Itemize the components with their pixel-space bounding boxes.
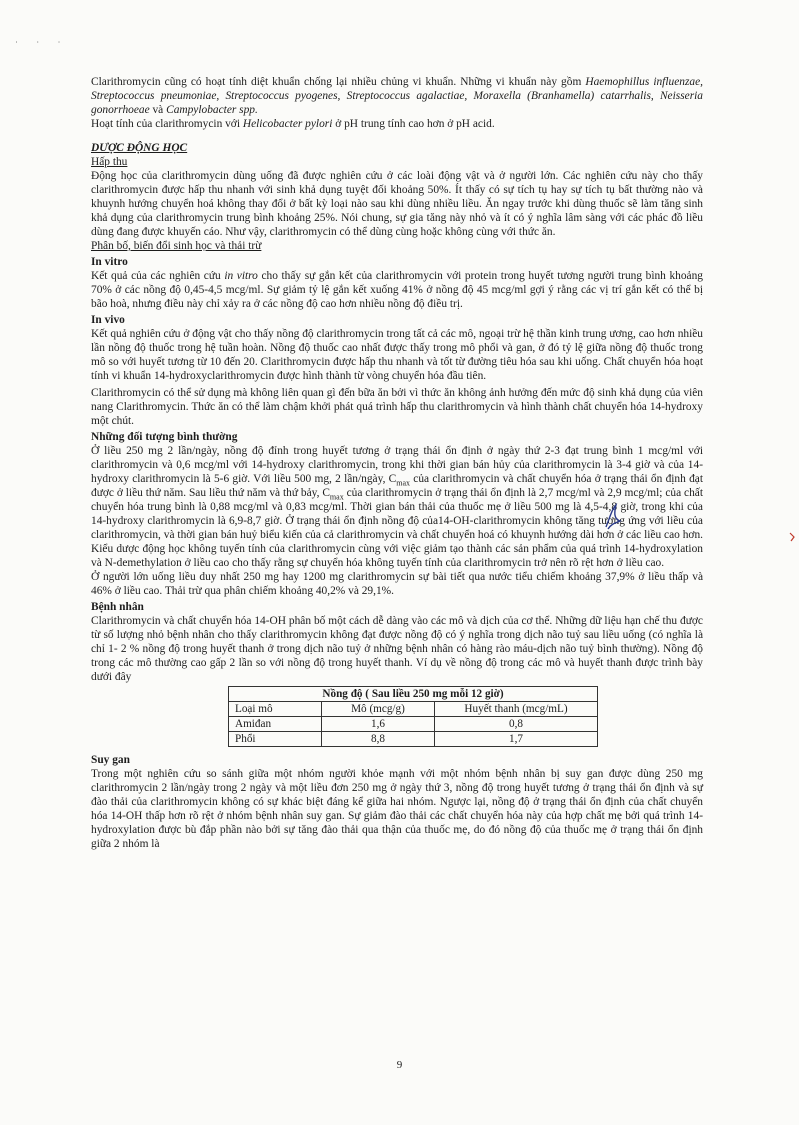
corner-scan-marks: ˙ ˙ ˙	[15, 40, 69, 50]
table-cell: Amiđan	[229, 717, 322, 732]
species-list: Haemophillus influenzae, Streptococcus pneumoniae, Streptococcus pyogenes, Streptococcus agalactiae, Moraxella (Branhamella) catarrhalis, Neisseria gonorrhoeae	[91, 76, 703, 116]
tissue-concentration-table	[228, 686, 598, 747]
paragraph-food-effect: Clarithromycin có thể sử dụng mà không liên quan gì đến bữa ăn bởi vì thức ăn không ảnh hưởng đến mức độ sinh khả dụng của viên nang Clarithromycin. Thức ăn có thể làm chậm khởi phát quá trình hấp thu clarithromycin và hình thành chất chuyển hóa 14-hydroxy một chút.	[91, 387, 703, 427]
column-header: Loại mô	[229, 702, 322, 717]
table-cell: 1,6	[322, 717, 435, 732]
table-row	[229, 732, 598, 747]
table-caption-row	[229, 687, 598, 702]
table-header-row	[229, 702, 598, 717]
margin-mark-icon	[789, 532, 795, 542]
subheading-hepatic-impairment: Suy gan	[91, 754, 130, 766]
page-number: 9	[396, 1059, 403, 1071]
table-cell: 8,8	[322, 732, 435, 747]
table-cell: 0,8	[435, 717, 598, 732]
paragraph-absorption: Động học của clarithromycin dùng uống đã được nghiên cứu ở các loài động vật và ở người lớn. Các nghiên cứu này cho thấy clarithromycin được hấp thu nhanh với sinh khả dụng tuyệt đối khoảng 50%. Ít thấy có sự tích tụ hay sự tích tụ bất thường nào và khuynh hướng chuyển hoá không thay đổi ở bất kỳ loại nào sau khi dùng nhiều liều. Ăn ngay trước khi dùng thuốc sẽ làm tăng sinh khả dụng của clarithromycin trung bình khoảng 25%. Nói chung, sự gia tăng này nhỏ và ít có ý nghĩa lâm sàng với các phác đồ liều dùng đang được khuyến cáo. Như vậy, clarithromycin có thể dùng cùng hoặc không cùng với thức ăn.	[91, 170, 703, 238]
paragraph-in-vivo: Kết quả nghiên cứu ở động vật cho thấy nồng độ clarithromycin trong tất cả các mô, ngoại trừ hệ thần kinh trung ương, cao hơn nhiều lần nồng độ thuốc trong hệ tuần hoàn. Nồng độ thuốc cao nhất được thấy trong mô phổi và gan, ở đó tỷ lệ giữa nồng độ thuốc trong mô so với huyết tương từ 10 đến 20. Clarithromycin được hấp thu nhanh và tốt từ đường tiêu hóa sau khi uống. Chất chuyển hóa hoạt tính vi khuẩn 14-hydroxyclarithromycin được hình thành từ vòng chuyển hóa đầu tiên.	[91, 328, 703, 382]
document-page	[91, 75, 703, 851]
signature-mark-icon	[602, 503, 626, 531]
table-cell: Phổi	[229, 732, 322, 747]
section-heading-pharmacokinetics: DƯỢC ĐỘNG HỌC	[91, 142, 188, 154]
table-caption: Nồng độ ( Sau liều 250 mg mỗi 12 giờ)	[229, 687, 598, 702]
subheading-distribution: Phân bố, biến đổi sinh học và thải trừ	[91, 240, 262, 252]
subheading-normal-subjects: Những đối tượng bình thường	[91, 431, 238, 443]
subheading-absorption: Hấp thu	[91, 156, 128, 168]
subheading-patients: Bệnh nhân	[91, 601, 144, 613]
table-cell: 1,7	[435, 732, 598, 747]
column-header: Huyết thanh (mcg/mL)	[435, 702, 598, 717]
column-header: Mô (mcg/g)	[322, 702, 435, 717]
paragraph-hepatic-impairment: Trong một nghiên cứu so sánh giữa một nhóm người khỏe mạnh với một nhóm bệnh nhân bị suy gan được dùng 250 mg clarithromycin 2 lần/ngày trong 2 ngày và một liều đơn 250 mg ở ngày thứ 3, nồng độ trong huyết tương ở trạng thái ổn định và sự đào thải của clarithromycin không có sự khác biệt đáng kể giữa hai nhóm. Ngược lại, nồng độ ở trạng thái ổn định của chất chuyển hóa 14-OH thấp hơn rõ rệt ở nhóm bệnh nhân suy gan. Sự giảm đào thải các chất chuyển hóa này của hợp chất mẹ bởi quá trình 14-hydroxylation được bù đắp phần nào bởi sự tăng đào thải qua thận của thuốc mẹ, do đó nồng độ của thuốc mẹ ở trạng thái ổn định giữa 2 nhóm là	[91, 768, 703, 850]
paragraph-patients: Clarithromycin và chất chuyển hóa 14-OH phân bố một cách dễ dàng vào các mô và dịch của cơ thể. Những dữ liệu hạn chế thu được từ số lượng nhỏ bệnh nhân cho thấy clarithromycin không đạt được nồng độ có ý nghĩa trong dịch não tuỷ sau liều uống (có nghĩa là chỉ 1- 2 % nồng độ trong huyết thanh ở trong dịch não tuỷ ở những bệnh nhân có hàng rào máu-dịch não tuỷ bình thường). Nồng độ trong các mô thường cao gấp 2 lần so với nồng độ trong huyết thanh. Ví dụ về nồng độ trong các mô và huyết thanh được trình bày dưới đây	[91, 615, 703, 683]
paragraph-h-pylori: Hoạt tính của clarithromycin với Helicobacter pylori ở pH trung tính cao hơn ở pH acid.	[91, 118, 495, 130]
paragraph-normal-subjects: Ở liều 250 mg 2 lần/ngày, nồng độ đỉnh trong huyết tương ở trạng thái ổn định ở ngày thứ 2-3 đạt trung bình 1 mcg/ml với clarithromycin và 0,6 mcg/ml với 14-hydroxy clarithromycin, trong khi thời gian bán hủy của clarithromycin là 3-4 giờ và của 14-hydroxy clarithromycin là 5-6 giờ. Với liều 500 mg, 2 lần/ngày, $C_{max}$ của clarithromycin và chất chuyển hóa ở trạng thái ổn định đạt được ở liều thứ năm. Sau liều thứ năm và thứ bảy, $C_{max}$ của clarithromycin ở trạng thái ổn định là 2,7 mcg/ml và 2,9 mcg/ml; của chất chuyển hóa trung bình là 0,88 mcg/ml và 0,83 mcg/ml. Thời gian bán thải của thuốc mẹ ở liều 500 mg là 4,5-4,8 giờ, trong khi của 14-hydroxy clarithromycin là 6,9-8,7 giờ. Ở trạng thái ổn định nồng độ của14-OH-clarithromycin không tăng tương ứng với liều của clarithromycin, và thời gian bán huỷ biểu kiến của cả clarithromycin và chất chuyển hoá có khuynh hướng dài hơn ở các liều cao hơn. Kiểu dược động học không tuyến tính của clarithromycin cùng với việc giảm tạo thành các sản phẩm của quá trình 14-hydroxylation và N-demethylation ở liều cao cho thấy rằng sự chuyển hóa không tuyến tính của clarithromycin trở nên rõ rệt hơn ở liều cao.	[91, 445, 703, 569]
paragraph-antibacterial: Clarithromycin cũng có hoạt tính diệt khuẩn chống lại nhiều chủng vi khuẩn. Những vi khuẩn này gồm Haemophillus influenzae, Streptococcus pneumoniae, Streptococcus pyogenes, Streptococcus agalactiae, Moraxella (Branhamella) catarrhalis, Neisseria gonorrhoeae và Campylobacter spp.	[91, 76, 703, 116]
paragraph-in-vitro: Kết quả của các nghiên cứu in vitro cho thấy sự gắn kết của clarithromycin với protein trong huyết tương người trung bình khoảng 70% ở các nồng độ 0,45-4,5 mcg/ml. Sự giảm tỷ lệ gắn kết xuống 41% ở nồng độ 45 mcg/ml gợi ý rằng các vị trí gắn kết có thể bị bão hoà, nhưng điều này chỉ xảy ra ở các nồng độ cao hơn nhiều nồng độ điều trị.	[91, 270, 703, 310]
subheading-in-vitro: In vitro	[91, 256, 128, 268]
paragraph-urinary-excretion: Ở người lớn uống liều duy nhất 250 mg hay 1200 mg clarithromycin sự bài tiết qua nước tiểu chiếm khoảng 37,9% ở liều thấp và 46% ở liều cao. Thải trừ qua phân chiếm khoảng 40,2% và 29,1%.	[91, 571, 703, 597]
table-row	[229, 717, 598, 732]
subheading-in-vivo: In vivo	[91, 314, 125, 326]
